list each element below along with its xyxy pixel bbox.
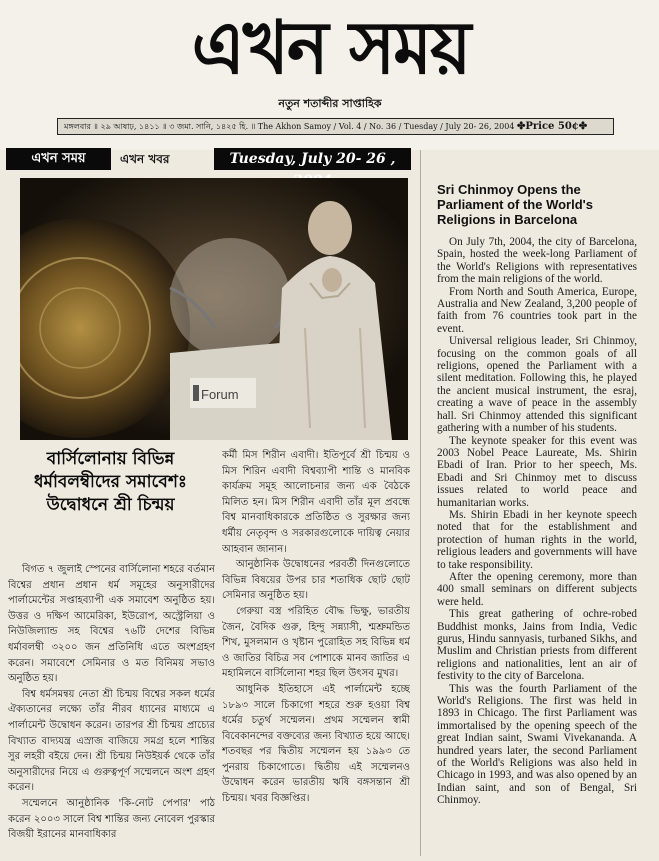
english-article-body xyxy=(437,236,637,856)
column-divider xyxy=(420,150,421,856)
masthead xyxy=(0,0,659,150)
bengali-headline xyxy=(8,448,213,556)
masthead-tagline: নতুন শতাব্দীর সাপ্তাহিক xyxy=(278,97,382,110)
body-paragraph: আনুষ্ঠানিক উদ্বোধনের পরবর্তী দিনগুলোতে বিভিন্ন বিষয়ের উপর চার শতাধিক ছোট ছোট সেমিনার অনুষ্ঠিত হয়। xyxy=(222,559,410,602)
photo-illustration xyxy=(20,178,408,440)
headline-line: বার্সিলোনায় বিভিন্ন xyxy=(46,449,175,469)
podium-sign: Forum xyxy=(201,387,239,402)
body-paragraph: আধুনিক ইতিহাসে এই পার্লামেন্ট হচ্ছে ১৮৯৩ সালে চিকাগো শহরে শুরু হওয়া বিশ্ব ধর্মের চতুর্থ সম্মেলন। প্রথম সম্মেলন স্বামী বিবেকানন্দের বক্তব্যের জন্য বিখ্যাত হয়ে আছে। শতবছর পর দ্বিতীয় সম্মেলন হয় ১৯৯৩ তে পুনরায় চিকাগোতে। দ্বিতীয় এই সম্মেলনও উদ্বোধন করেন ভারতীয় ঋষি বঙ্গসন্তান শ্রী চিন্ময়। খবর বিজ্ঞপ্তির। xyxy=(222,683,410,805)
bengali-column-middle xyxy=(222,448,410,858)
english-headline: Sri Chinmoy Opens the Parliament of the World's Religions in Barcelona xyxy=(437,182,593,227)
body-paragraph: This was the fourth Parliament of the World's Religions. The first was held in 1893 in Chicago. The first Parliament was immortalised by the opening speech of the great Indian saint, Swami Vivekananda. A hundred years later, the second Parliament of the World's Religions was also held in Chicago in 1993, and was also opened by an Indian saint, and son of Bengal, Sri Chinmoy. xyxy=(437,682,637,807)
speaker-head xyxy=(308,201,352,255)
body-paragraph: The keynote speaker for this event was 2003 Nobel Peace Laureate, Ms. Shirin Ebadi of Iran. Prior to her speech, Ms. Ebadi and Sri Chinmoy met to discuss issues related to world peace and humanitarian works. xyxy=(437,434,637,509)
body-paragraph: কর্মী মিস শিরীন এবাদী। ইতিপূর্বে শ্রী চিন্ময় ও মিস শিরিন এবাদী বিশ্বব্যাপী শান্তি ও মানবিক কার্যক্রম সমূহ আলোচনার জন্য এক বৈঠকে মিলিত হন। মিস শিরীন এবাদী তাঁর মূল প্রবন্ধে বিশ্ব মানবাধিকারকে প্রতিষ্ঠিত ও সুরক্ষার জন্য ধর্মীয় নেতৃবৃন্দ ও সরকারগুলোকে দায়িত্ব নেয়ার আহবান জানান। xyxy=(222,450,410,555)
body-paragraph: Ms. Shirin Ebadi in her keynote speech noted that for the establishment and protection of human rights in the world, religious leaders and governments will have to take responsibility. xyxy=(437,508,637,571)
headline-line: উদ্বোধনে শ্রী চিন্ময় xyxy=(46,495,175,515)
section-date: Tuesday, July 20- 26 , xyxy=(214,148,411,170)
newspaper-logo: এখন সময় xyxy=(191,10,470,86)
dateline-text: মঙ্গলবার ॥ ২৯ আষাঢ়, ১৪১১ ॥ ৩ জমা. সানি, ১৪২৫ হি. ॥ The Akhon Samoy / Vol. 4 / No. 36 / Tuesday / July 20- 26, 2004 xyxy=(64,122,515,131)
bengali-column-left xyxy=(8,562,215,854)
section-logo: এখন সময় xyxy=(6,148,111,170)
body-paragraph: সম্মেলনে আনুষ্ঠানিক 'কি-নোট পেপার' পাঠ করেন ২০০৩ সালে বিশ্ব শান্তির জন্য নোবেল পুরস্কার বিজয়ী ইরানের মানবাধিকার xyxy=(8,797,215,841)
body-paragraph: On July 7th, 2004, the city of Barcelona, Spain, hosted the week-long Parliament of the World's Religions with representatives from the main religions of the world. xyxy=(437,236,637,286)
body-paragraph: বিশ্ব ধর্মসমন্বয় নেতা শ্রী চিন্ময় বিশ্বের সকল ধর্মের ঐক্যতানের লক্ষ্যে তাঁর নীরব ধ্যানের মাধ্যমে এ পার্লামেন্ট উদ্বোধন করেন। তারপর শ্রী চিন্ময় প্রাচ্যের বিখ্যাত বাদ্যযন্ত্র এস্রাজ বাজিয়ে সমগ্র হলে শান্তির সুর লহরী বইয়ে দেন। শ্রী চিন্ময় নিউইয়র্ক থেকে তাঁর অনুসারীদের নিয়ে এ গুরুত্বপূর্ণ সম্মেলনে অংশ গ্রহণ করেন। xyxy=(8,688,215,794)
body-paragraph: গেরুয়া বস্ত্র পরিহিত বৌদ্ধ ভিক্ষু, ভারতীয় জৈন, বৈদিক গুরু, হিন্দু সন্ন্যাসী, শ্মশ্রুমন্ডিত শিখ, মুসলমান ও খৃষ্টান পুরোহিত সহ বিভিন্ন ধর্ম ও জাতির বিচিত্র সব পোশাকে মানব জাতির এ মহামিলনে বার্সিলোনা শহর ছিল উৎসব মুখর। xyxy=(222,605,410,680)
body-paragraph: This great gathering of ochre-robed Buddhist monks, Jains from India, Vedic gurus, Hindu sannyasis, turbaned Sikhs, and Muslim and Christian priests from different religions and nationalities, lent an air of festivity to the city of Barcelona. xyxy=(437,608,637,683)
body-paragraph: বিগত ৭ জুলাই স্পেনের বার্সিলোনা শহরে বর্তমান বিশ্বের প্রধান প্রধান ধর্ম সমূহের অনুসারীদের পার্লামেন্টের সপ্তাহব্যাপী এক সমাবেশ অনুষ্ঠিত হয়। উত্তর ও দক্ষিণ আমেরিকা, ইউরোপ, অস্ট্রেলিয়া ও নিউজিল্যান্ড সহ বিশ্বের ৭৬টি দেশের বিভিন্ন ধর্মাবলম্বী ৩২০০ জন প্রতিনিধি এতে অংশগ্রহণ করেন। সমাবেশে সেমিনার ও মত বিনিময় সভাও অনুষ্ঠিত হয়। xyxy=(8,564,215,685)
price-label: ✤Price 50¢✤ xyxy=(516,121,588,132)
body-paragraph: Universal religious leader, Sri Chinmoy, focusing on the common goals of all religions, opened the Parliament with a silent meditation. Following this, he played the ancient musical instrument, the esraj, creating a wave of peace in the assembly hall. Sri Chinmoy attended this significant gathering with a number of his students. xyxy=(437,335,637,435)
news-photo xyxy=(20,178,408,440)
body-paragraph: After the opening ceremony, more than 400 small seminars on different subjects were held. xyxy=(437,570,637,608)
section-header xyxy=(6,148,411,170)
body-paragraph: From North and South America, Europe, Australia and New Zealand, 3,200 people of faith from 76 countries took part in the event. xyxy=(437,285,637,335)
headline-line: ধর্মাবলম্বীদের সমাবেশঃ xyxy=(34,472,187,492)
issue-dateline xyxy=(57,118,614,135)
section-name: এখন খবর xyxy=(120,152,170,166)
